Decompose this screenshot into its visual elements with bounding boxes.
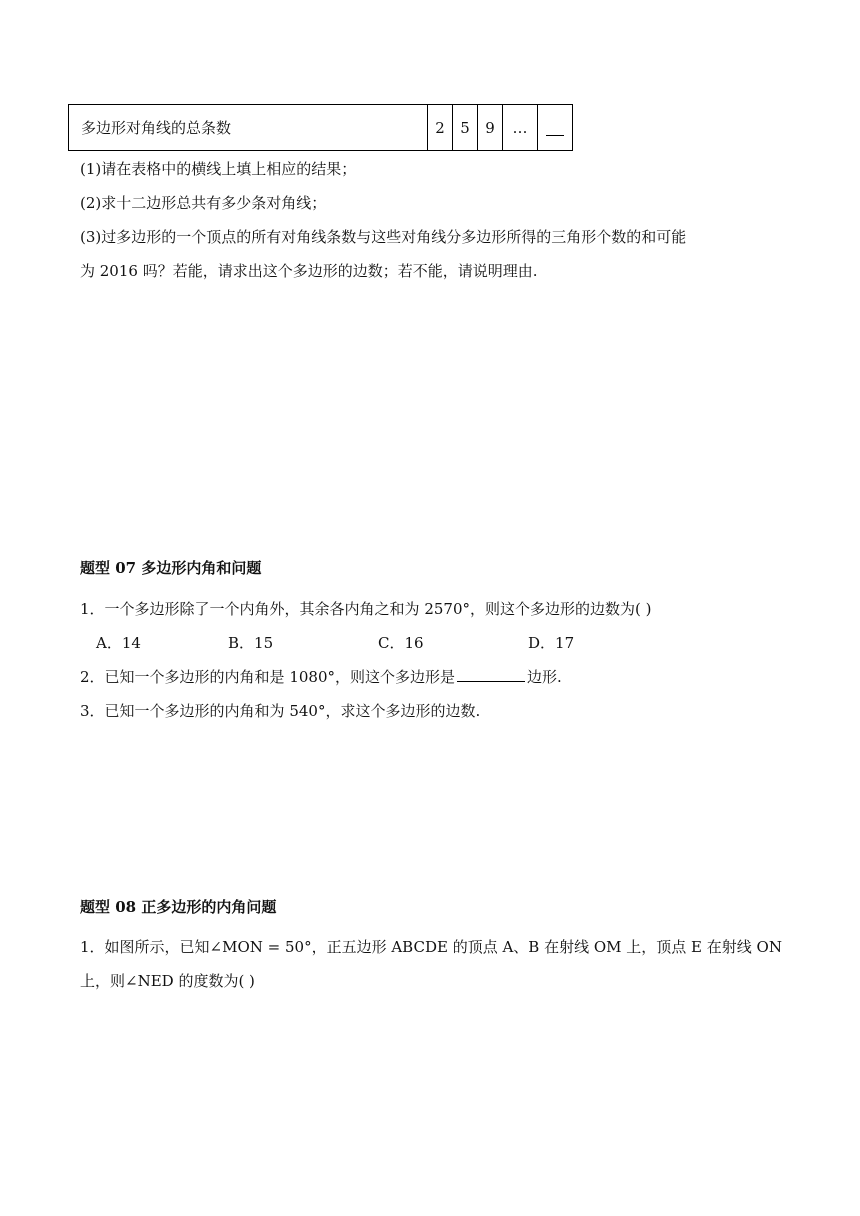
- question-07-3: 3．已知一个多边形的内角和为 540°，求这个多边形的边数.: [80, 702, 481, 720]
- question-part-3-line-2: 为 2016 吗？若能，请求出这个多边形的边数；若不能，请说明理由.: [80, 262, 538, 280]
- section-title-08: 题型 08 正多边形的内角问题: [80, 898, 277, 916]
- question-08-1-line-2: 上，则∠NED 的度数为( ): [80, 972, 255, 990]
- question-07-1: 1．一个多边形除了一个内角外，其余各内角之和为 2570°，则这个多边形的边数为( ): [80, 600, 652, 618]
- question-07-2-text: 2．已知一个多边形的内角和是 1080°，则这个多边形是: [80, 668, 455, 686]
- question-07-2: [80, 666, 562, 687]
- option-c: C．16: [378, 634, 424, 652]
- option-a: A．14: [96, 634, 141, 652]
- question-part-2: (2)求十二边形总共有多少条对角线；: [80, 194, 327, 212]
- table-row-label: 多边形对角线的总条数: [69, 105, 428, 151]
- table-cell-answer-blank[interactable]: [538, 105, 573, 151]
- table-cell-value: 5: [453, 105, 478, 151]
- fill-in-blank[interactable]: [457, 667, 525, 682]
- table-cell-value: 9: [478, 105, 503, 151]
- table-cell-value: 2: [428, 105, 453, 151]
- option-d: D．17: [528, 634, 575, 652]
- table-row: [69, 105, 573, 151]
- question-08-1-line-1: 1．如图所示，已知∠MON = 50°，正五边形 ABCDE 的顶点 A、B 在射线 OM 上，顶点 E 在射线 ON: [80, 938, 782, 956]
- section-title-07: 题型 07 多边形内角和问题: [80, 559, 262, 577]
- option-b: B．15: [228, 634, 274, 652]
- table-cell-ellipsis: …: [503, 105, 538, 151]
- diagonal-count-table: [68, 104, 573, 151]
- question-part-3-line-1: (3)过多边形的一个顶点的所有对角线条数与这些对角线分多边形所得的三角形个数的和可能: [80, 228, 687, 246]
- question-part-1: (1)请在表格中的横线上填上相应的结果；: [80, 160, 357, 178]
- answer-underline: [546, 121, 564, 136]
- question-07-2-suffix: 边形.: [527, 668, 562, 686]
